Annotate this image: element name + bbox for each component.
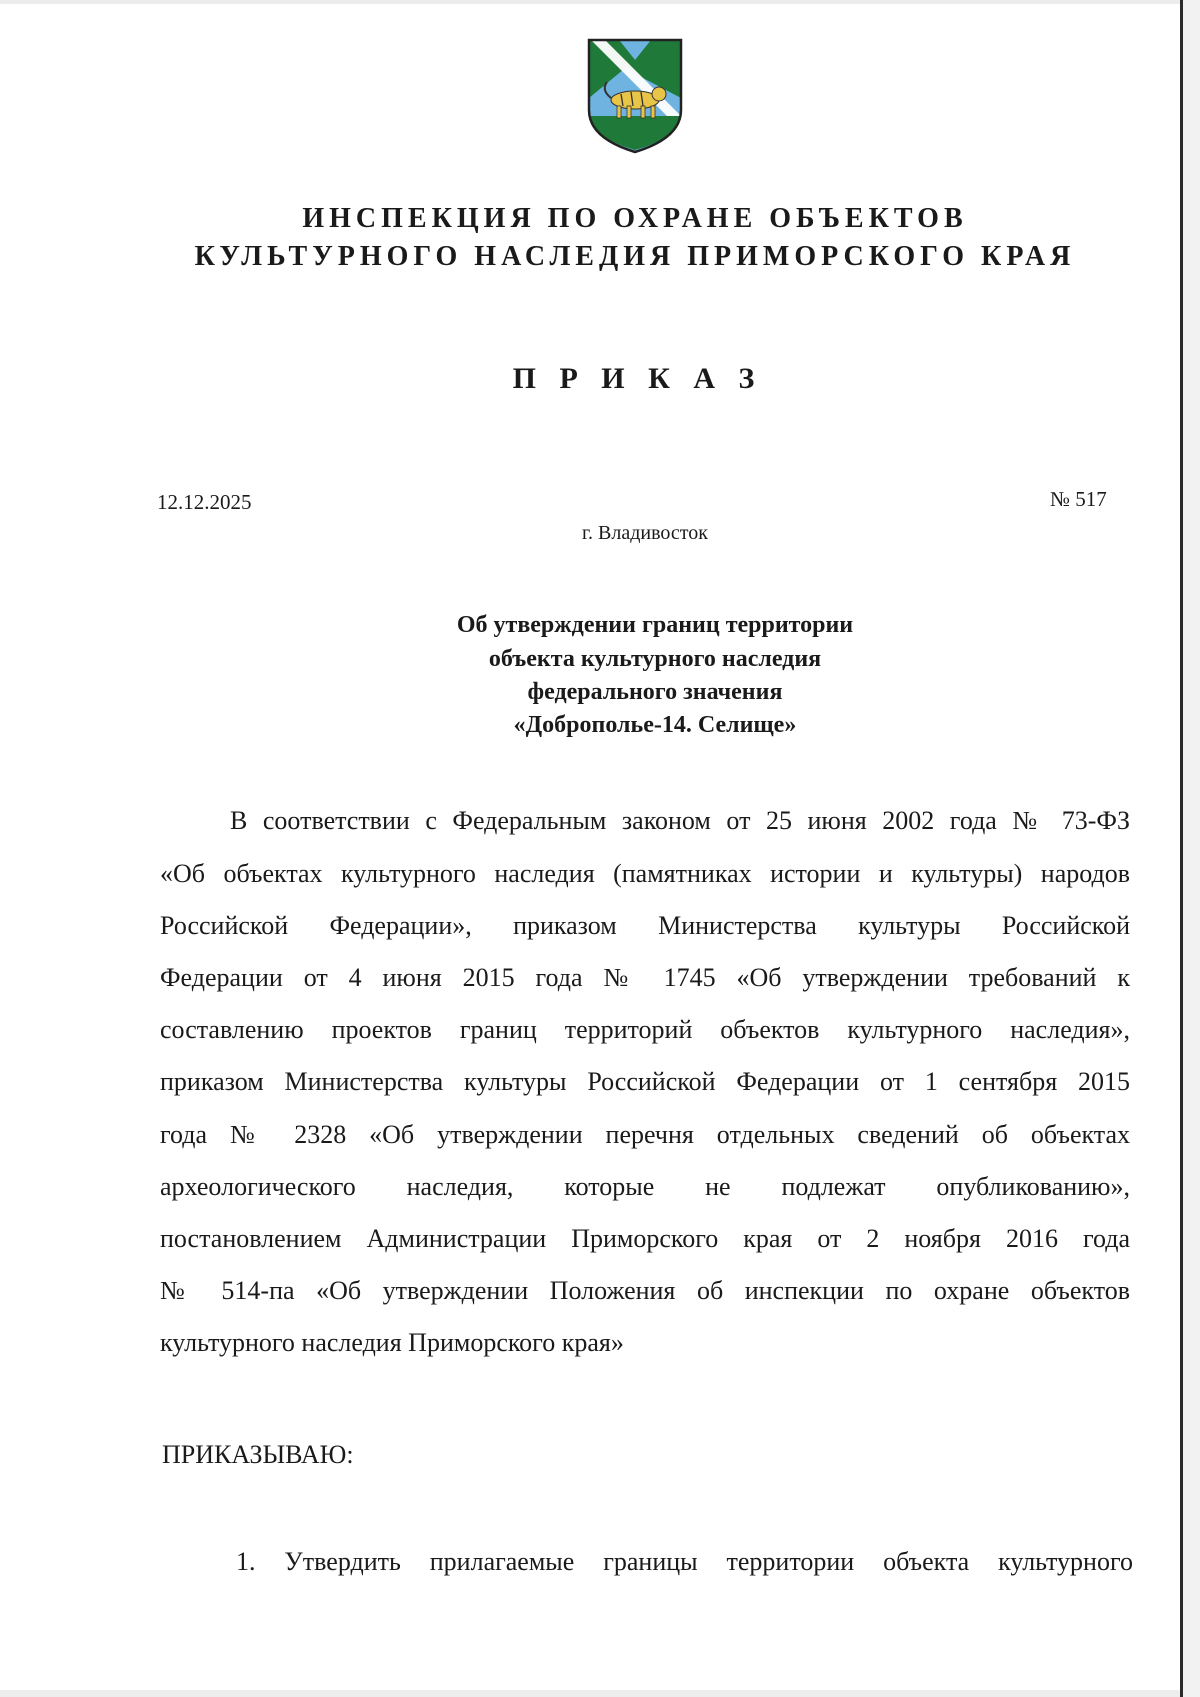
scan-bottom-edge bbox=[0, 1690, 1180, 1697]
subject-line-3: федерального значения bbox=[527, 679, 783, 705]
body-line: года № 2328 «Об утверждении перечня отдельных сведений об объектах bbox=[160, 1120, 1130, 1149]
document-number: № 517 bbox=[1050, 487, 1107, 511]
body-line: «Об объектах культурного наследия (памятниках истории и культуры) народов bbox=[160, 859, 1130, 888]
order-directive: ПРИКАЗЫВАЮ: bbox=[162, 1440, 354, 1469]
document-title: П Р И К А З bbox=[512, 362, 763, 395]
body-line: Федерации от 4 июня 2015 года № 1745 «Об утверждении требований к bbox=[160, 963, 1130, 992]
body-line: Российской Федерации», приказом Министерства культуры Российской bbox=[160, 911, 1130, 940]
subject-line-4: «Доброполье-14. Селище» bbox=[513, 712, 797, 738]
document-city: г. Владивосток bbox=[582, 522, 708, 544]
primorsky-krai-coat-of-arms-icon bbox=[585, 38, 685, 156]
scan-gutter bbox=[1183, 0, 1200, 1697]
subject-line-2: объекта культурного наследия bbox=[488, 646, 822, 672]
body-line: археологического наследия, которые не подлежат опубликованию», bbox=[160, 1172, 1130, 1201]
subject-line-1: Об утверждении границ территории bbox=[456, 612, 854, 638]
body-line: приказом Министерства культуры Российской Федерации от 1 сентября 2015 bbox=[160, 1067, 1130, 1096]
order-item-1: 1. Утвердить прилагаемые границы территории объекта культурного bbox=[236, 1547, 1133, 1576]
organization-name-line-2: КУЛЬТУРНОГО НАСЛЕДИЯ ПРИМОРСКОГО КРАЯ bbox=[194, 241, 1076, 272]
body-line: культурного наследия Приморского края» bbox=[160, 1328, 624, 1357]
organization-name-line-1: ИНСПЕКЦИЯ ПО ОХРАНЕ ОБЪЕКТОВ bbox=[302, 203, 968, 234]
body-line: В соответствии с Федеральным законом от 25 июня 2002 года № 73-ФЗ bbox=[230, 806, 1130, 835]
body-line: постановлением Администрации Приморского края от 2 ноября 2016 года bbox=[160, 1224, 1130, 1253]
scan-top-edge bbox=[0, 0, 1180, 4]
body-line: № 514-па «Об утверждении Положения об инспекции по охране объектов bbox=[160, 1276, 1130, 1305]
body-line: составлению проектов границ территорий объектов культурного наследия», bbox=[160, 1015, 1130, 1044]
document-date: 12.12.2025 bbox=[157, 490, 252, 514]
